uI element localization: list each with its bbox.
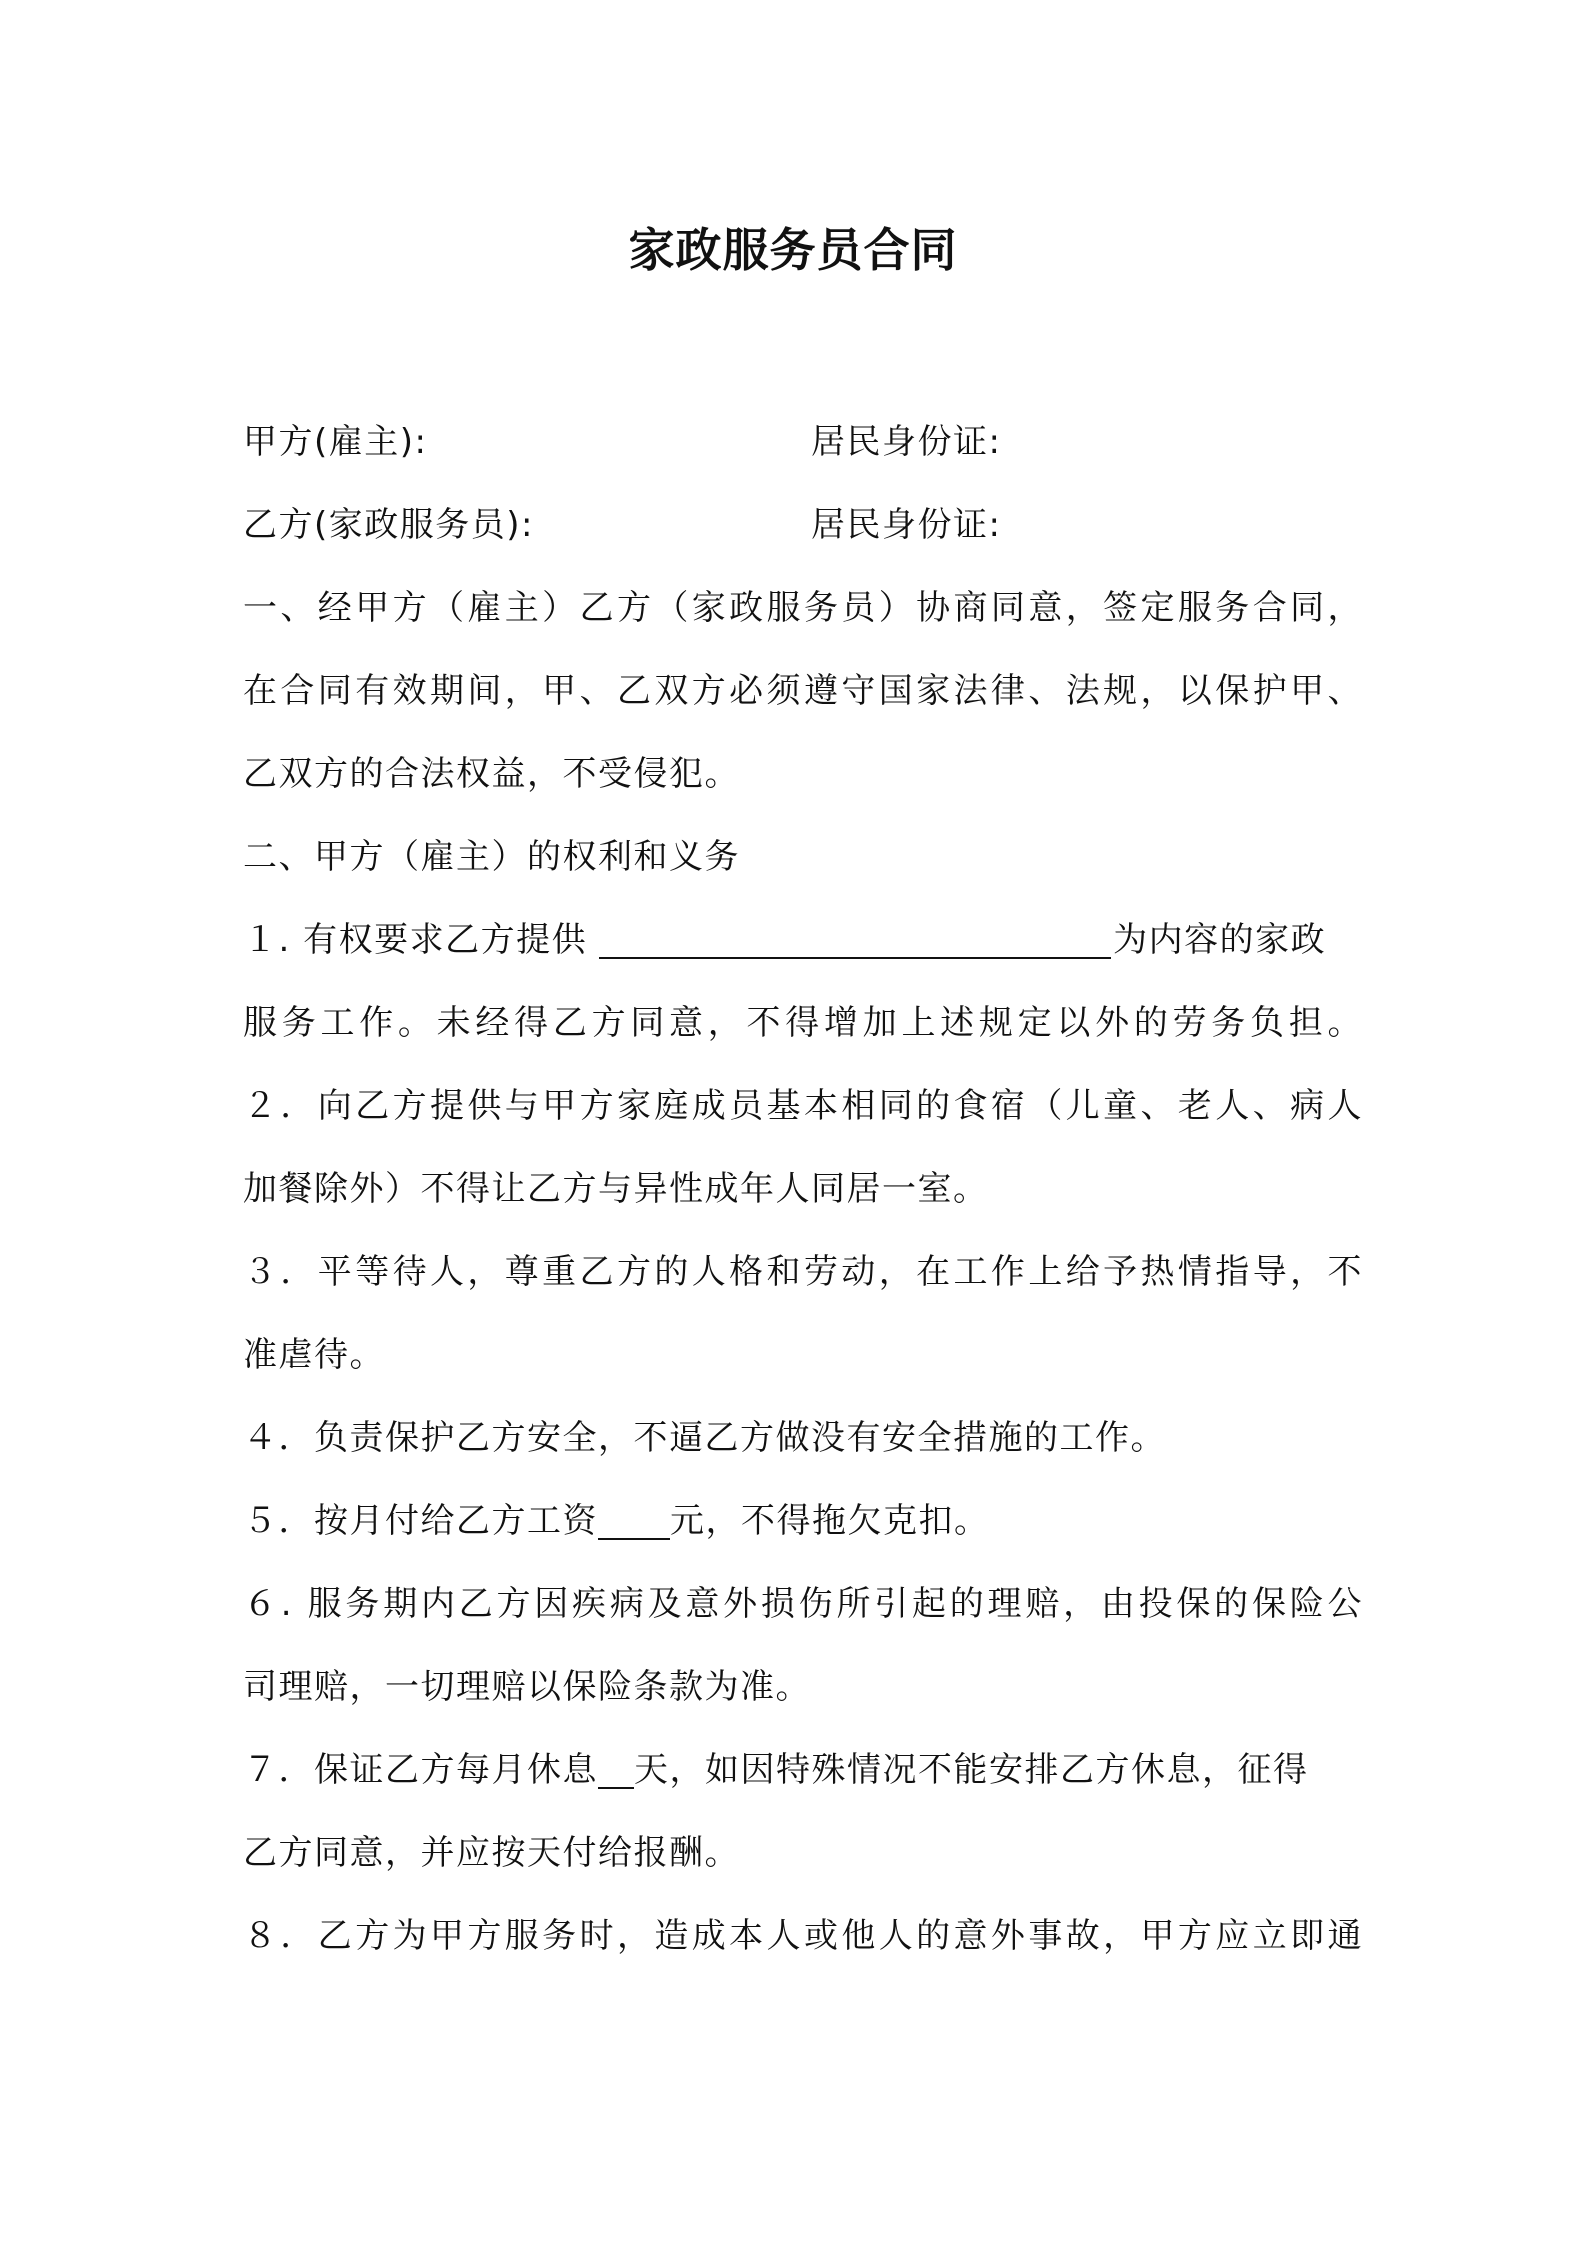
- item5-salary-blank: [598, 1504, 670, 1540]
- item6-line1: ６. 服务期内乙方因疾病及意外损伤所引起的理赔，由投保的保险公: [243, 1584, 1363, 1624]
- party-a-label: 甲方(雇主):: [243, 422, 428, 462]
- item1-fill-blank: [599, 923, 1111, 959]
- item4-line1: ４．负责保护乙方安全，不逼乙方做没有安全措施的工作。: [243, 1418, 1166, 1458]
- item6-line2: 司理赔，一切理赔以保险条款为准。: [243, 1667, 811, 1707]
- section2-heading: 二、甲方（雇主）的权利和义务: [243, 837, 740, 877]
- item7-line2: 乙方同意，并应按天付给报酬。: [243, 1833, 740, 1873]
- item5-text-before-blank: ５．按月付给乙方工资: [243, 1501, 598, 1541]
- item1-text-after-blank: 为内容的家政: [1113, 920, 1327, 960]
- party-a-id-label: 居民身份证:: [811, 422, 1002, 462]
- item8-line1: ８．乙方为甲方服务时，造成本人或他人的意外事故，甲方应立即通: [243, 1916, 1363, 1956]
- section1-line3: 乙双方的合法权益，不受侵犯。: [243, 754, 740, 794]
- item7-rest-days-blank: [598, 1753, 634, 1789]
- item7-text-after-blank: 天，如因特殊情况不能安排乙方休息，征得: [634, 1750, 1309, 1790]
- party-a-row: [243, 401, 1363, 484]
- item5-line1: [243, 1480, 1363, 1563]
- item1-text-before-blank: １. 有权要求乙方提供: [243, 920, 588, 960]
- item1-line1: [243, 899, 1363, 982]
- party-b-row: [243, 484, 1363, 567]
- party-b-label: 乙方(家政服务员):: [243, 505, 534, 545]
- section1-line1: 一、经甲方（雇主）乙方（家政服务员）协商同意，签定服务合同，: [243, 588, 1363, 628]
- contract-body: [243, 401, 1363, 1978]
- contract-title: 家政服务员合同: [628, 223, 958, 277]
- section1-line2: 在合同有效期间，甲、乙双方必须遵守国家法律、法规，以保护甲、: [243, 671, 1363, 711]
- item7-text-before-blank: ７．保证乙方每月休息: [243, 1750, 598, 1790]
- item2-line1: ２．向乙方提供与甲方家庭成员基本相同的食宿（儿童、老人、病人: [243, 1086, 1363, 1126]
- party-b-id-label: 居民身份证:: [811, 505, 1002, 545]
- item3-line2: 准虐待。: [243, 1335, 385, 1375]
- item1-line2: 服务工作。未经得乙方同意，不得增加上述规定以外的劳务负担。: [243, 1003, 1363, 1043]
- item7-line1: [243, 1729, 1363, 1812]
- item5-text-after-blank: 元，不得拖欠克扣。: [670, 1501, 990, 1541]
- item2-line2: 加餐除外）不得让乙方与异性成年人同居一室。: [243, 1169, 989, 1209]
- item3-line1: ３．平等待人，尊重乙方的人格和劳动，在工作上给予热情指导，不: [243, 1252, 1363, 1292]
